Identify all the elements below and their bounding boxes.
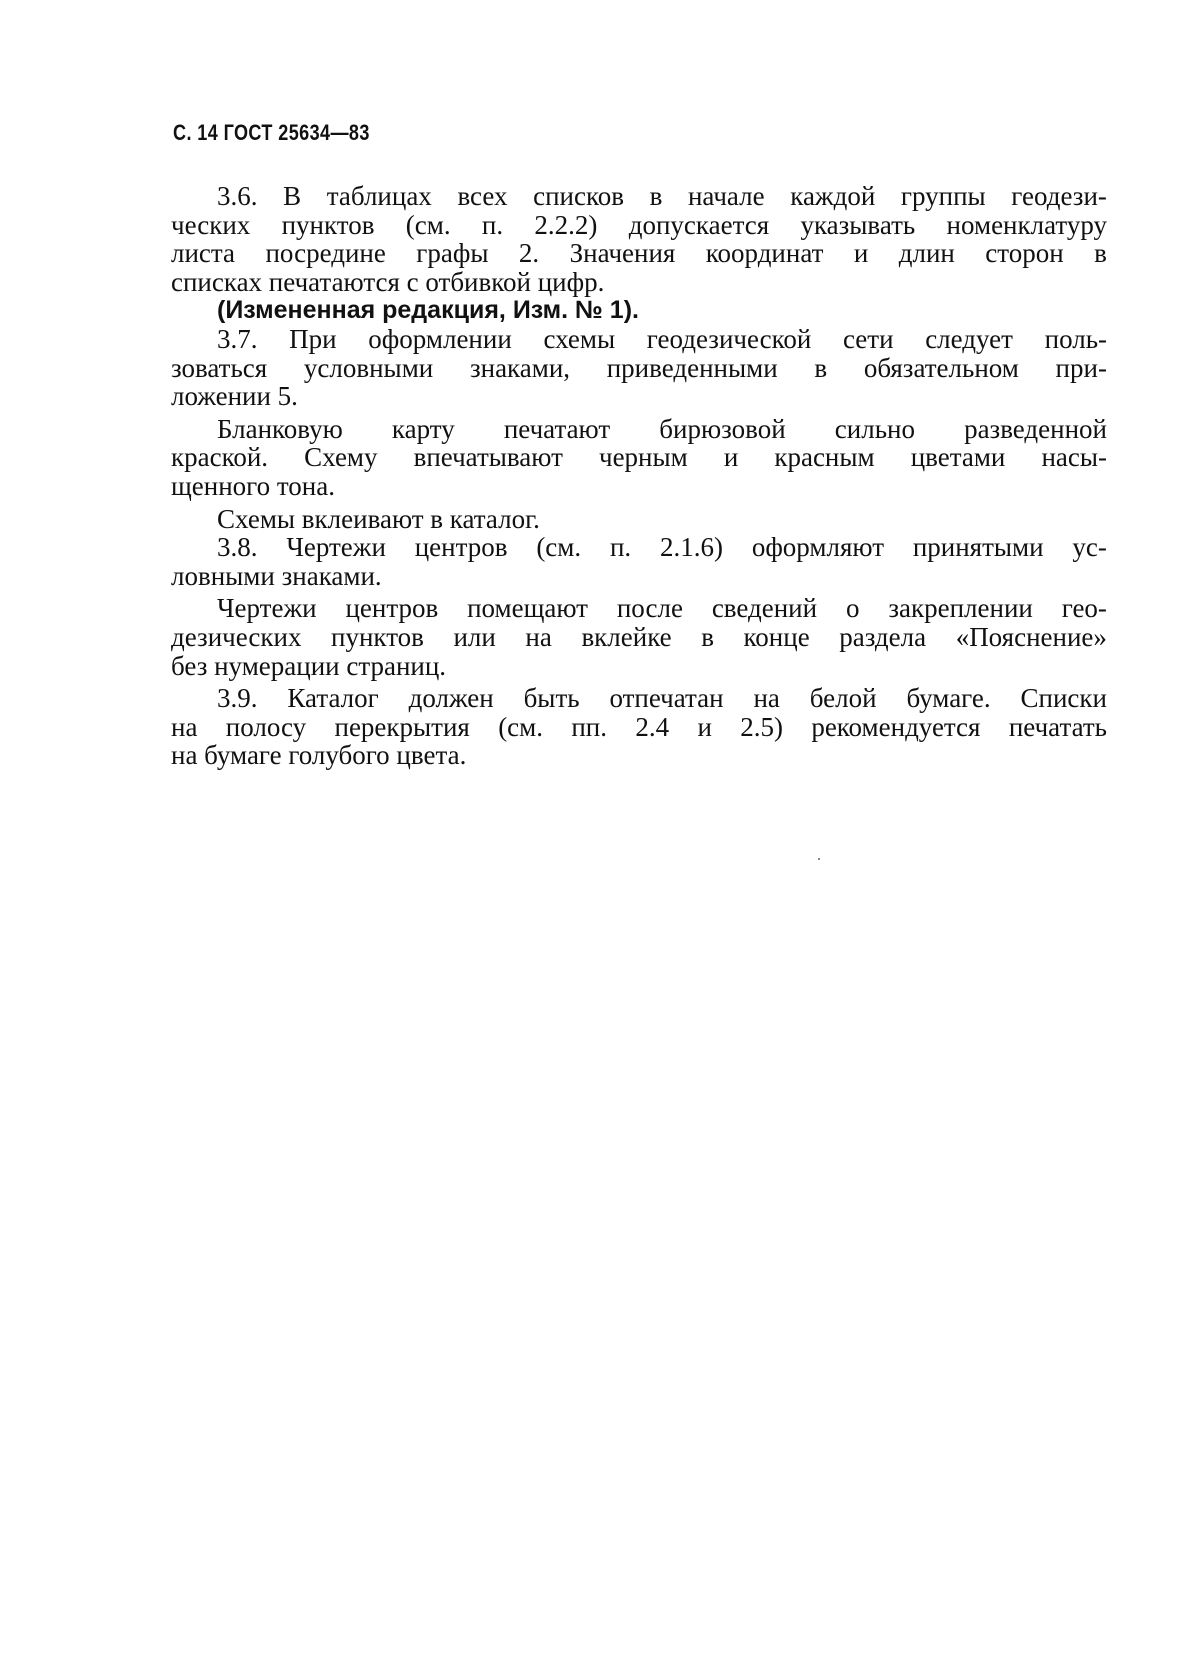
paragraph-line: списках печатаются с отбивкой цифр. <box>171 266 605 297</box>
paragraph-line: 3.6. В таблицах всех списков в начале каждой группы геодези- <box>217 181 1107 211</box>
paragraph-line: Схемы вклеивают в каталог. <box>217 503 540 534</box>
paragraph-line: 3.7. При оформлении схемы геодезической сети следует поль- <box>217 323 1107 354</box>
paragraph-line: ческих пунктов (см. п. 2.2.2) допускается указывать номенклатуру <box>171 209 1107 240</box>
amendment-note: (Измененная редакция, Изм. № 1). <box>217 296 639 325</box>
paragraph-line: ложении 5. <box>171 381 298 412</box>
paragraph-line: дезических пунктов или на вклейке в конце раздела «Пояснение» <box>171 621 1107 652</box>
paragraph-line: на бумаге голубого цвета. <box>171 740 467 771</box>
paragraph-line: на полосу перекрытия (см. пп. 2.4 и 2.5) рекомендуется печатать <box>171 711 1107 742</box>
paragraph-line: 3.9. Каталог должен быть отпечатан на белой бумаге. Списки <box>217 683 1107 714</box>
paragraph-line: без нумерации страниц. <box>171 650 447 681</box>
document-body <box>171 182 1107 770</box>
paragraph-line: Бланковую карту печатают бирюзовой сильно разведенной <box>217 413 1107 444</box>
paragraph-line: 3.8. Чертежи центров (см. п. 2.1.6) оформляют принятыми ус- <box>217 532 1107 563</box>
scan-artifact <box>818 858 820 860</box>
paragraph-line: щенного тона. <box>171 470 335 501</box>
paragraph-line: краской. Схему впечатывают черным и красным цветами насы- <box>171 442 1107 473</box>
paragraph-line: листа посредине графы 2. Значения координат и длин сторон в <box>171 238 1107 269</box>
paragraph-line: Чертежи центров помещают после сведений о закреплении гео- <box>217 593 1107 624</box>
paragraph-line: ловными знаками. <box>171 560 382 591</box>
running-header: С. 14 ГОСТ 25634—83 <box>173 120 370 145</box>
paragraph-line: зоваться условными знаками, приведенными в обязательном при- <box>171 352 1107 383</box>
